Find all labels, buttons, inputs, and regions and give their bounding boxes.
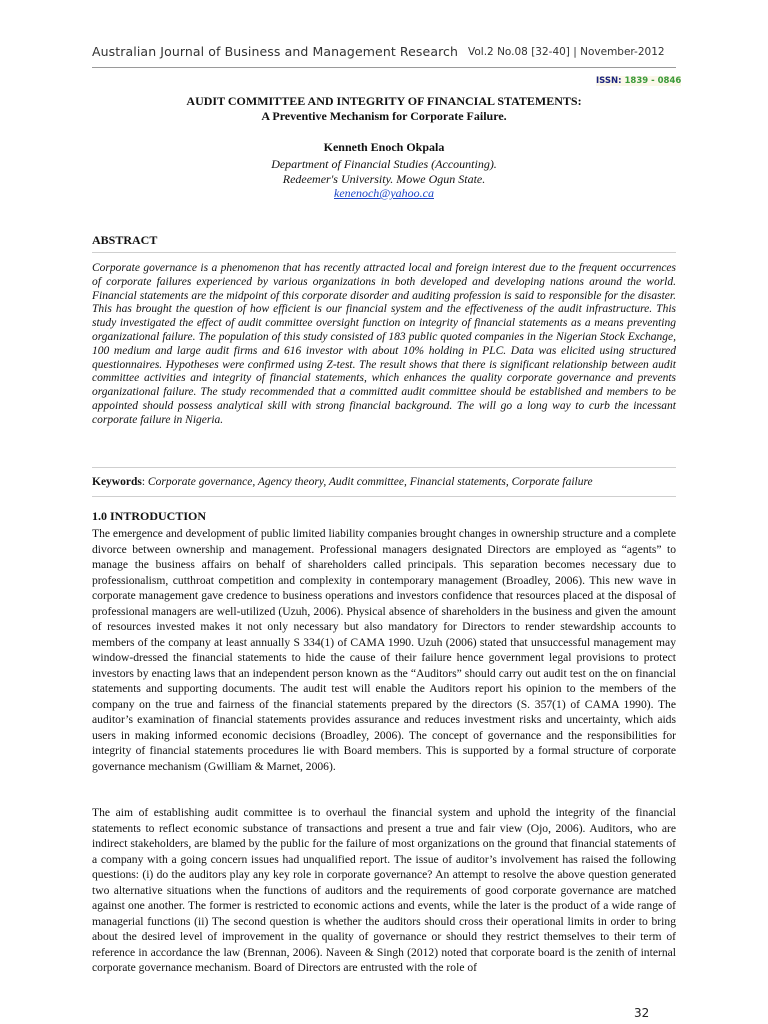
abstract-body: Corporate governance is a phenomenon that has recently attracted local and foreign interest due to the frequent occurrences of corporate failures experienced by various organizations in both developed and developing nations around the world. Financial statements are the midpoint of this corporate disorder and auditing profession is said to responsible for the disaster. This has brought the question of how efficient is our financial system and the effectiveness of the audit infrastructure. This study investigated the effect of audit committee oversight function on integrity of financial statements as a means preventing organizational failure. The population of this study consisted of 183 public quoted companies in the Nigerian Stock Exchange, 100 medium and large audit firms and 616 investor with about 10% holding in PLC. Data was elicited using structured questionnaires. Hypotheses were confirmed using Z-test. The result shows that there is significant relationship between audit committee activities and integrity of financial statements, which enhances the quality corporate governance and prevents organizational failure. The study recommended that a committed audit committee should be established and members to be appointed should possess analytical skill with strong financial background. The will go a long way to curb the incessant corporate failure in Nigeria. bbox=[92, 262, 676, 426]
abstract-bottom-rule bbox=[92, 467, 676, 468]
volume-issue: Vol.2 No.08 [32-40] | November-2012 bbox=[468, 46, 665, 58]
introduction-paragraph-1: The emergence and development of public limited liability companies brought changes in ownership structure and a complete divorce between ownership and management. Professional managers designated Directors are employed as “agents” to manage the business affairs on behalf of shareholders called principals. This separation becomes necessary due to professionalism, cutthroat competition and complexity in contemporary management (Broadley, 2006). This new wave in corporate management gave credence to business operations and investors confidence that resources placed at the disposal of professional managers are well-utilized (Uzuh, 2006). Physical absence of shareholders in the business and given the amount of resources invested makes it not only necessary but also mandatory for Directors to render stewardship accounts to members of the company at least annually S 334(1) of CAMA 1990. Uzuh (2006) stated that unsuccessful management may window-dressed the financial statements to hide the cause of their failure hence government legal provisions to protect investors by enacting laws that an independent person known as the “Auditors” should carry out audit test on the on financial statements and supporting documents. The audit test will enable the Auditors report his opinion to the members of the company on the true and fairness of the financial statements prepared by the directors (S. 357(1) of CAMA 1990). The auditor’s examination of financial statements provides assurance and reduces investment risks and uncertainty, which aids users in making informed economic decisions (Broadley, 2006). The concept of governance and the responsibilities for integrity of financial statements procedures lie with Board members. This is supported by a formal structure of corporate governance mechanism (Gwilliam & Marnet, 2006). bbox=[92, 527, 676, 773]
journal-name: Australian Journal of Business and Management Research bbox=[92, 44, 459, 59]
affiliation-line-2: Redeemer's University. Mowe Ogun State. bbox=[282, 172, 486, 186]
author-email-link[interactable]: kenenoch@yahoo.ca bbox=[334, 186, 434, 200]
abstract-heading: ABSTRACT bbox=[92, 233, 158, 247]
author-affiliation bbox=[92, 157, 676, 187]
issn-badge bbox=[596, 76, 681, 86]
affiliation-line-1: Department of Financial Studies (Accounting). bbox=[271, 157, 497, 171]
introduction-paragraph-2: The aim of establishing audit committee is to overhaul the financial system and uphold the integrity of the financial statements to reflect economic substance of transactions and present a true and fair view (Ojo, 2006). Auditors, who are indirect stakeholders, are blamed by the public for the failure of most organizations on the ground that financial statements of a company with a going concern issues had unqualified report. The issue of auditor’s involvement has raised the following questions: (i) do the auditors play any key role in corporate governance? An attempt to resolve the above question generated two alternative situations when the functions of auditors and the requirements of good corporate governance are matched against one another. The former is restricted to economic actions and events, while the later is the product of a wide range of managerial functions (ii) The second question is whether the auditors should cross their operational limits in order to bring about the desired level of improvement in the quality of governance or should they restrict themselves to their term of reference in accordance the law (Brennan, 2006). Naveen & Singh (2012) noted that corporate board is the zenith of internal corporate governance mechanism. Board of Directors are entrusted with the role of bbox=[92, 806, 676, 974]
header-divider bbox=[92, 67, 676, 68]
keywords-rule bbox=[92, 496, 676, 497]
title-line-1: AUDIT COMMITTEE AND INTEGRITY OF FINANCIAL STATEMENTS: bbox=[186, 94, 582, 108]
keywords-line bbox=[92, 475, 676, 489]
keywords-separator: : bbox=[141, 476, 148, 488]
keywords-label: Keywords bbox=[92, 476, 142, 488]
title-line-2: A Preventive Mechanism for Corporate Failure. bbox=[261, 109, 507, 123]
author-email-line bbox=[92, 186, 676, 201]
introduction-heading: 1.0 INTRODUCTION bbox=[92, 509, 207, 523]
issn-label: ISSN: bbox=[596, 76, 622, 86]
keywords-text: Corporate governance, Agency theory, Audit committee, Financial statements, Corporate failure bbox=[147, 476, 593, 488]
issn-number: 1839 - 0846 bbox=[624, 76, 682, 86]
author-name: Kenneth Enoch Okpala bbox=[323, 140, 445, 154]
paper-title bbox=[92, 94, 676, 124]
page-number: 32 bbox=[634, 1006, 650, 1020]
abstract-top-rule bbox=[92, 252, 676, 253]
